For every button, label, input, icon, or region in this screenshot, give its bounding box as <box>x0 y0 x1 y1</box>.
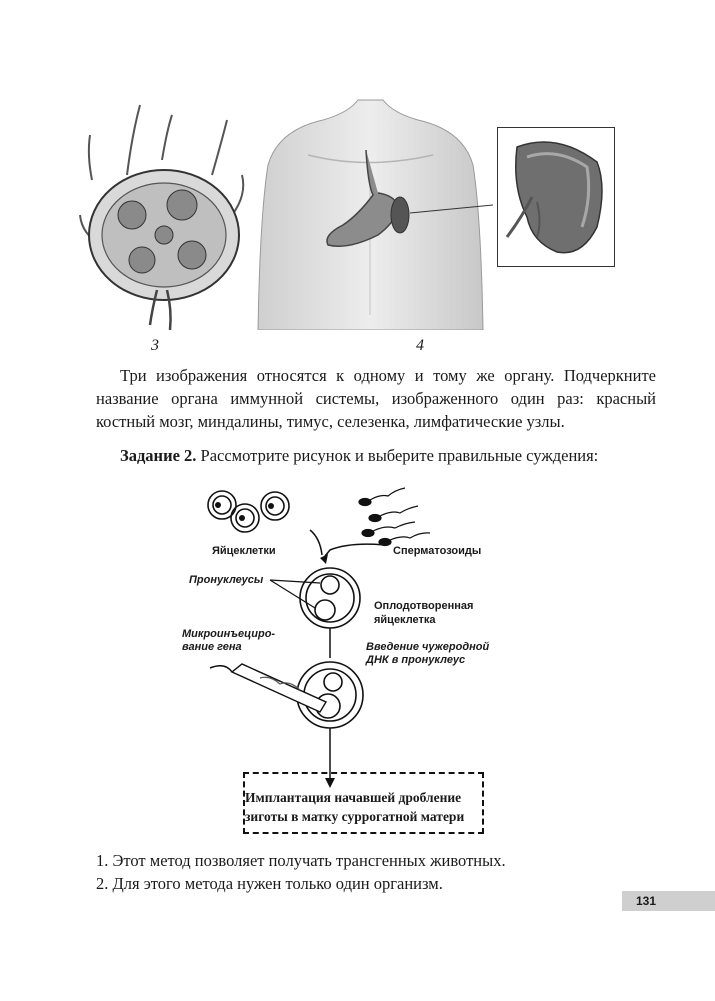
implantation-line-2: зиготы в матку суррогатной матери <box>245 809 465 824</box>
spleen-inset <box>497 127 615 267</box>
statement-2: 2. Для этого метода нужен только один организм. <box>96 874 443 893</box>
task-2-title: Задание 2. <box>120 446 197 465</box>
foreign-dna-line-2: ДНК в пронуклеус <box>366 654 466 666</box>
instruction-paragraph: Три изображения относятся к одному и тому же органу. Подчеркните название органа иммунной системы, изображенного один раз: красный костный мозг, миндалины, тимус, селезенка, лимфатические узлы. <box>96 366 656 431</box>
sperm-label: Сперматозоиды <box>393 545 482 557</box>
microinjection-label <box>182 628 275 654</box>
task-2-text: Рассмотрите рисунок и выберите правильные суждения: <box>200 446 599 465</box>
eggs-label: Яйцеклетки <box>212 545 276 557</box>
fertilized-egg-line-1: Оплодотворенная <box>374 600 474 612</box>
lymph-node-illustration <box>72 95 252 335</box>
fertilized-egg-label <box>374 599 473 627</box>
figure-label-4: 4 <box>416 337 424 354</box>
implantation-line-1: Имплантация начавшей дробление <box>245 790 462 805</box>
fertilized-egg-line-2: яйцеклетка <box>374 614 436 626</box>
task-2-heading <box>96 444 656 467</box>
implantation-text <box>245 788 464 826</box>
microinjection-line-2: вание гена <box>182 641 242 653</box>
implantation-box <box>243 772 484 834</box>
page-number: 131 <box>622 891 715 911</box>
pronuclei-label: Пронуклеусы <box>189 574 264 586</box>
foreign-dna-label <box>366 641 489 667</box>
figure-label-3: 3 <box>151 337 159 354</box>
microinjection-line-1: Микроинъециро- <box>182 628 276 640</box>
foreign-dna-line-1: Введение чужеродной <box>366 641 490 653</box>
statement-1: 1. Этот метод позволяет получать трансгенных животных. <box>96 851 506 870</box>
torso-illustration <box>248 95 493 330</box>
